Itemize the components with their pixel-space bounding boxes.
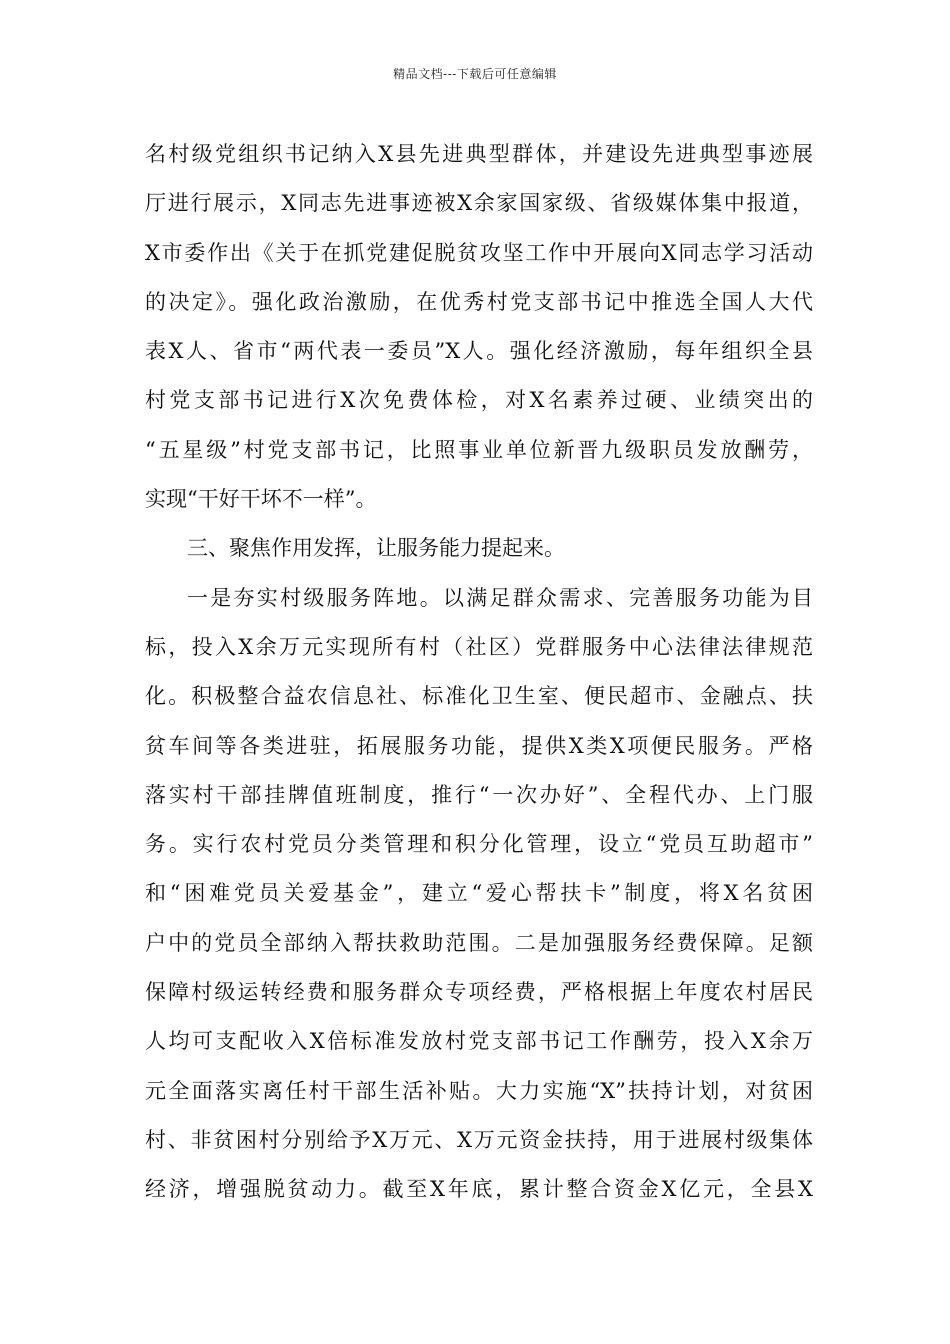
- text-line: 实现“干好干坏不一样”。: [145, 487, 377, 512]
- text-line: 和“困难党员关爱基金”，建立“爱心帮扶卡”制度，将X名贫困: [145, 881, 813, 906]
- body-text: [145, 130, 813, 1215]
- text-line: 落实村干部挂牌值班制度，推行“一次办好”、全程代办、上门服: [145, 782, 813, 807]
- section-heading: 三、聚焦作用发挥，让服务能力提起来。: [187, 536, 565, 561]
- page-header: 精品文档---下载后可任意编辑: [393, 67, 557, 81]
- text-line: X市委作出《关于在抓党建促脱贫攻坚工作中开展向X同志学习活动: [145, 240, 813, 265]
- text-line: 户中的党员全部纳入帮扶救助范围。二是加强服务经费保障。足额: [145, 930, 813, 955]
- text-line: 的决定》。强化政治激励，在优秀村党支部书记中推选全国人大代: [145, 289, 813, 314]
- text-line: 名村级党组织书记纳入X县先进典型群体，并建设先进典型事迹展: [145, 142, 813, 166]
- text-line: “五星级”村党支部书记，比照事业单位新晋九级职员发放酬劳，: [145, 437, 813, 462]
- text-line: 村党支部书记进行X次免费体检，对X名素养过硬、业绩突出的: [145, 388, 813, 413]
- text-line: 一是夯实村级服务阵地。以满足群众需求、完善服务功能为目: [187, 585, 813, 610]
- text-line: 标，投入X余万元实现所有村（社区）党群服务中心法律法律规范: [145, 634, 813, 659]
- text-line: 人均可支配收入X倍标准发放村党支部书记工作酬劳，投入X余万: [145, 1029, 813, 1054]
- text-line: 表X人、省市“两代表一委员”X人。强化经济激励，每年组织全县: [145, 339, 813, 364]
- text-line: 厅进行展示，X同志先进事迹被X余家国家级、省级媒体集中报道，: [145, 191, 813, 216]
- text-line: 村、非贫困村分别给予X万元、X万元资金扶持，用于进展村级集体: [145, 1127, 813, 1152]
- text-line: 贫车间等各类进驻，拓展服务功能，提供X类X项便民服务。严格: [145, 733, 813, 758]
- text-line: 务。实行农村党员分类管理和积分化管理，设立“党员互助超市”: [145, 832, 813, 857]
- text-line: 化。积极整合益农信息社、标准化卫生室、便民超市、金融点、扶: [145, 684, 813, 709]
- text-line: 经济，增强脱贫动力。截至X年底，累计整合资金X亿元，全县X: [145, 1177, 813, 1202]
- text-line: 保障村级运转经费和服务群众专项经费，严格根据上年度农村居民: [145, 980, 813, 1005]
- text-line: 元全面落实离任村干部生活补贴。大力实施“X”扶持计划，对贫困: [145, 1078, 813, 1103]
